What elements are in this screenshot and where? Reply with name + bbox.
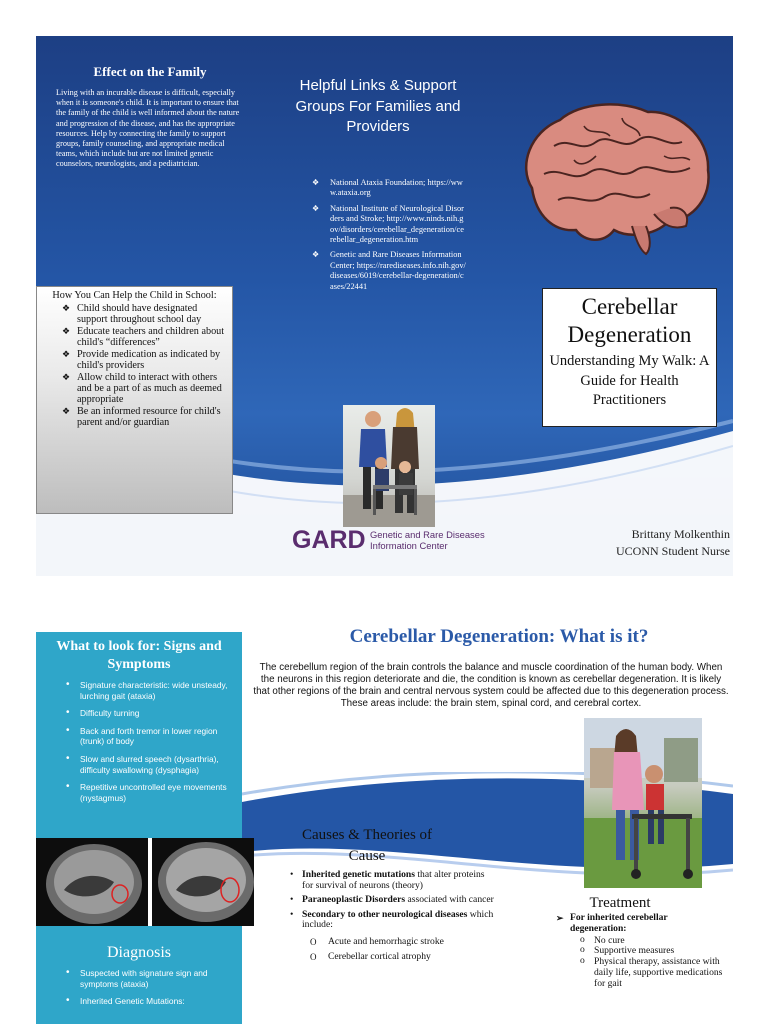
author-block <box>556 526 730 560</box>
list-item: o No cure <box>594 936 726 947</box>
brochure-outside-panel <box>36 36 733 576</box>
effect-body: Living with an incurable disease is difficult, especially when it is someone's child. It is important to ensure that the family of the child is well informed about the nature and progression of the disease, and has the appropriate resources. Help by connecting the family to support groups, family counseling, and appropriate medical teams, which include but are not limited genetic counselors, neurologists, and a pediatrician. <box>56 88 240 169</box>
causes-list <box>284 870 494 962</box>
treatment-body <box>556 913 726 990</box>
cause-bold: Secondary to other neurological diseases <box>302 908 468 920</box>
causes-sub-list <box>302 937 494 962</box>
what-is-it-body: The cerebellum region of the brain controls the balance and muscle coordination of the human body. When the neurons in this region deteriorate and die, the condition is known as cerebellar degeneration. It is likely that other regions of the brain and central nervous system could be affected due to this degeneration process. These areas include: the brain stem, spinal cord, and cerebral cortex. <box>253 662 729 709</box>
cause-bold: Paraneoplastic Disorders <box>302 894 406 906</box>
list-item: ❖ Provide medication as indicated by child's providers <box>77 349 226 371</box>
author-role: UCONN Student Nurse <box>616 544 730 558</box>
diagnosis-title: Diagnosis <box>107 944 171 961</box>
links-title: Helpful Links & Support Groups For Families and Providers <box>295 77 461 135</box>
brochure-inside-panel <box>36 622 733 1024</box>
link-item[interactable]: ❖ Genetic and Rare Diseases Information Center; https://rarediseases.info.nih.gov/diseases/6019/cerebellar-degeneration/cases/22441 <box>306 250 466 292</box>
list-item: • Repetitive uncontrolled eye movements (nystagmus) <box>80 782 234 803</box>
cover-title: Cerebellar Degeneration <box>567 294 692 347</box>
treatment-list <box>556 936 726 990</box>
list-item: • Difficulty turning <box>80 708 234 719</box>
author-name: Brittany Molkenthin <box>631 527 730 541</box>
gard-name <box>370 529 485 551</box>
list-item: • Suspected with signature sign and symptoms (ataxia) <box>80 968 234 989</box>
cover-title-box <box>542 288 717 427</box>
effect-title: Effect on the Family <box>93 64 207 79</box>
list-item: ❖ Child should have designated support throughout school day <box>77 303 226 325</box>
help-child-title: How You Can Help the Child in School: <box>52 290 217 301</box>
cause-rest: that alter proteins for survival of neurons (theory) <box>302 869 485 891</box>
gard-line-1: Genetic and Rare Diseases <box>370 529 485 540</box>
help-child-box <box>36 286 233 514</box>
diagnosis-box <box>36 926 242 1024</box>
list-item: ❖ Educate teachers and children about child's “differences” <box>77 326 226 348</box>
cause-rest: associated with cancer <box>405 894 494 906</box>
signs-list <box>36 680 242 803</box>
list-item: ❖ Allow child to interact with others and be a part of as much as deemed appropriate <box>77 372 226 405</box>
what-is-it-title: Cerebellar Degeneration: What is it? <box>349 626 649 647</box>
links-list <box>306 178 466 297</box>
gard-logo <box>292 526 512 556</box>
help-child-list <box>37 303 232 428</box>
diagnosis-list <box>36 968 242 1007</box>
list-item: o Physical therapy, assistance with daily life, supportive medications for gait <box>594 957 726 989</box>
list-item: • Inherited Genetic Mutations: <box>80 996 234 1007</box>
cause-bold: Inherited genetic mutations <box>302 869 415 880</box>
signs-symptoms-box <box>36 632 242 838</box>
list-item: • Slow and slurred speech (dysarthria), difficulty swallowing (dysphagia) <box>80 754 234 775</box>
list-item: o Supportive measures <box>594 946 726 957</box>
list-item <box>302 910 494 962</box>
link-item[interactable]: ❖ National Institute of Neurological Disorders and Stroke; http://www.ninds.nih.gov/disorders/cerebellar_degeneration/cerebellar_degeneration.htm <box>306 204 466 246</box>
list-item: • Back and forth tremor in lower region (trunk) of body <box>80 726 234 747</box>
cause-rest: which include: <box>302 908 494 931</box>
treatment-title: Treatment <box>589 895 651 911</box>
causes-body <box>284 870 494 966</box>
cover-subtitle: Understanding My Walk: A Guide for Health Practitioners <box>549 353 710 408</box>
brain-illustration <box>514 96 719 256</box>
family-photo <box>343 405 435 527</box>
link-item[interactable]: ❖ National Ataxia Foundation; https://www.ataxia.org <box>306 178 466 199</box>
gard-line-2: Information Center <box>370 540 448 551</box>
treatment-heading: ➢ For inherited cerebellar degeneration: <box>556 913 726 935</box>
list-item: ❖ Be an informed resource for child's parent and/or guardian <box>77 406 226 428</box>
list-item: O Cerebellar cortical atrophy <box>328 952 494 963</box>
list-item: O Acute and hemorrhagic stroke <box>328 937 494 948</box>
causes-title: Causes & Theories of Cause <box>301 827 433 864</box>
gard-mark: GARD <box>292 526 366 554</box>
list-item: • Signature characteristic: wide unsteady, lurching gait (ataxia) <box>80 680 234 701</box>
signs-title: What to look for: Signs and Symptoms <box>56 639 222 672</box>
list-item <box>302 895 494 906</box>
mri-scans <box>36 838 254 926</box>
child-walker-photo <box>584 718 702 888</box>
list-item <box>302 870 494 891</box>
